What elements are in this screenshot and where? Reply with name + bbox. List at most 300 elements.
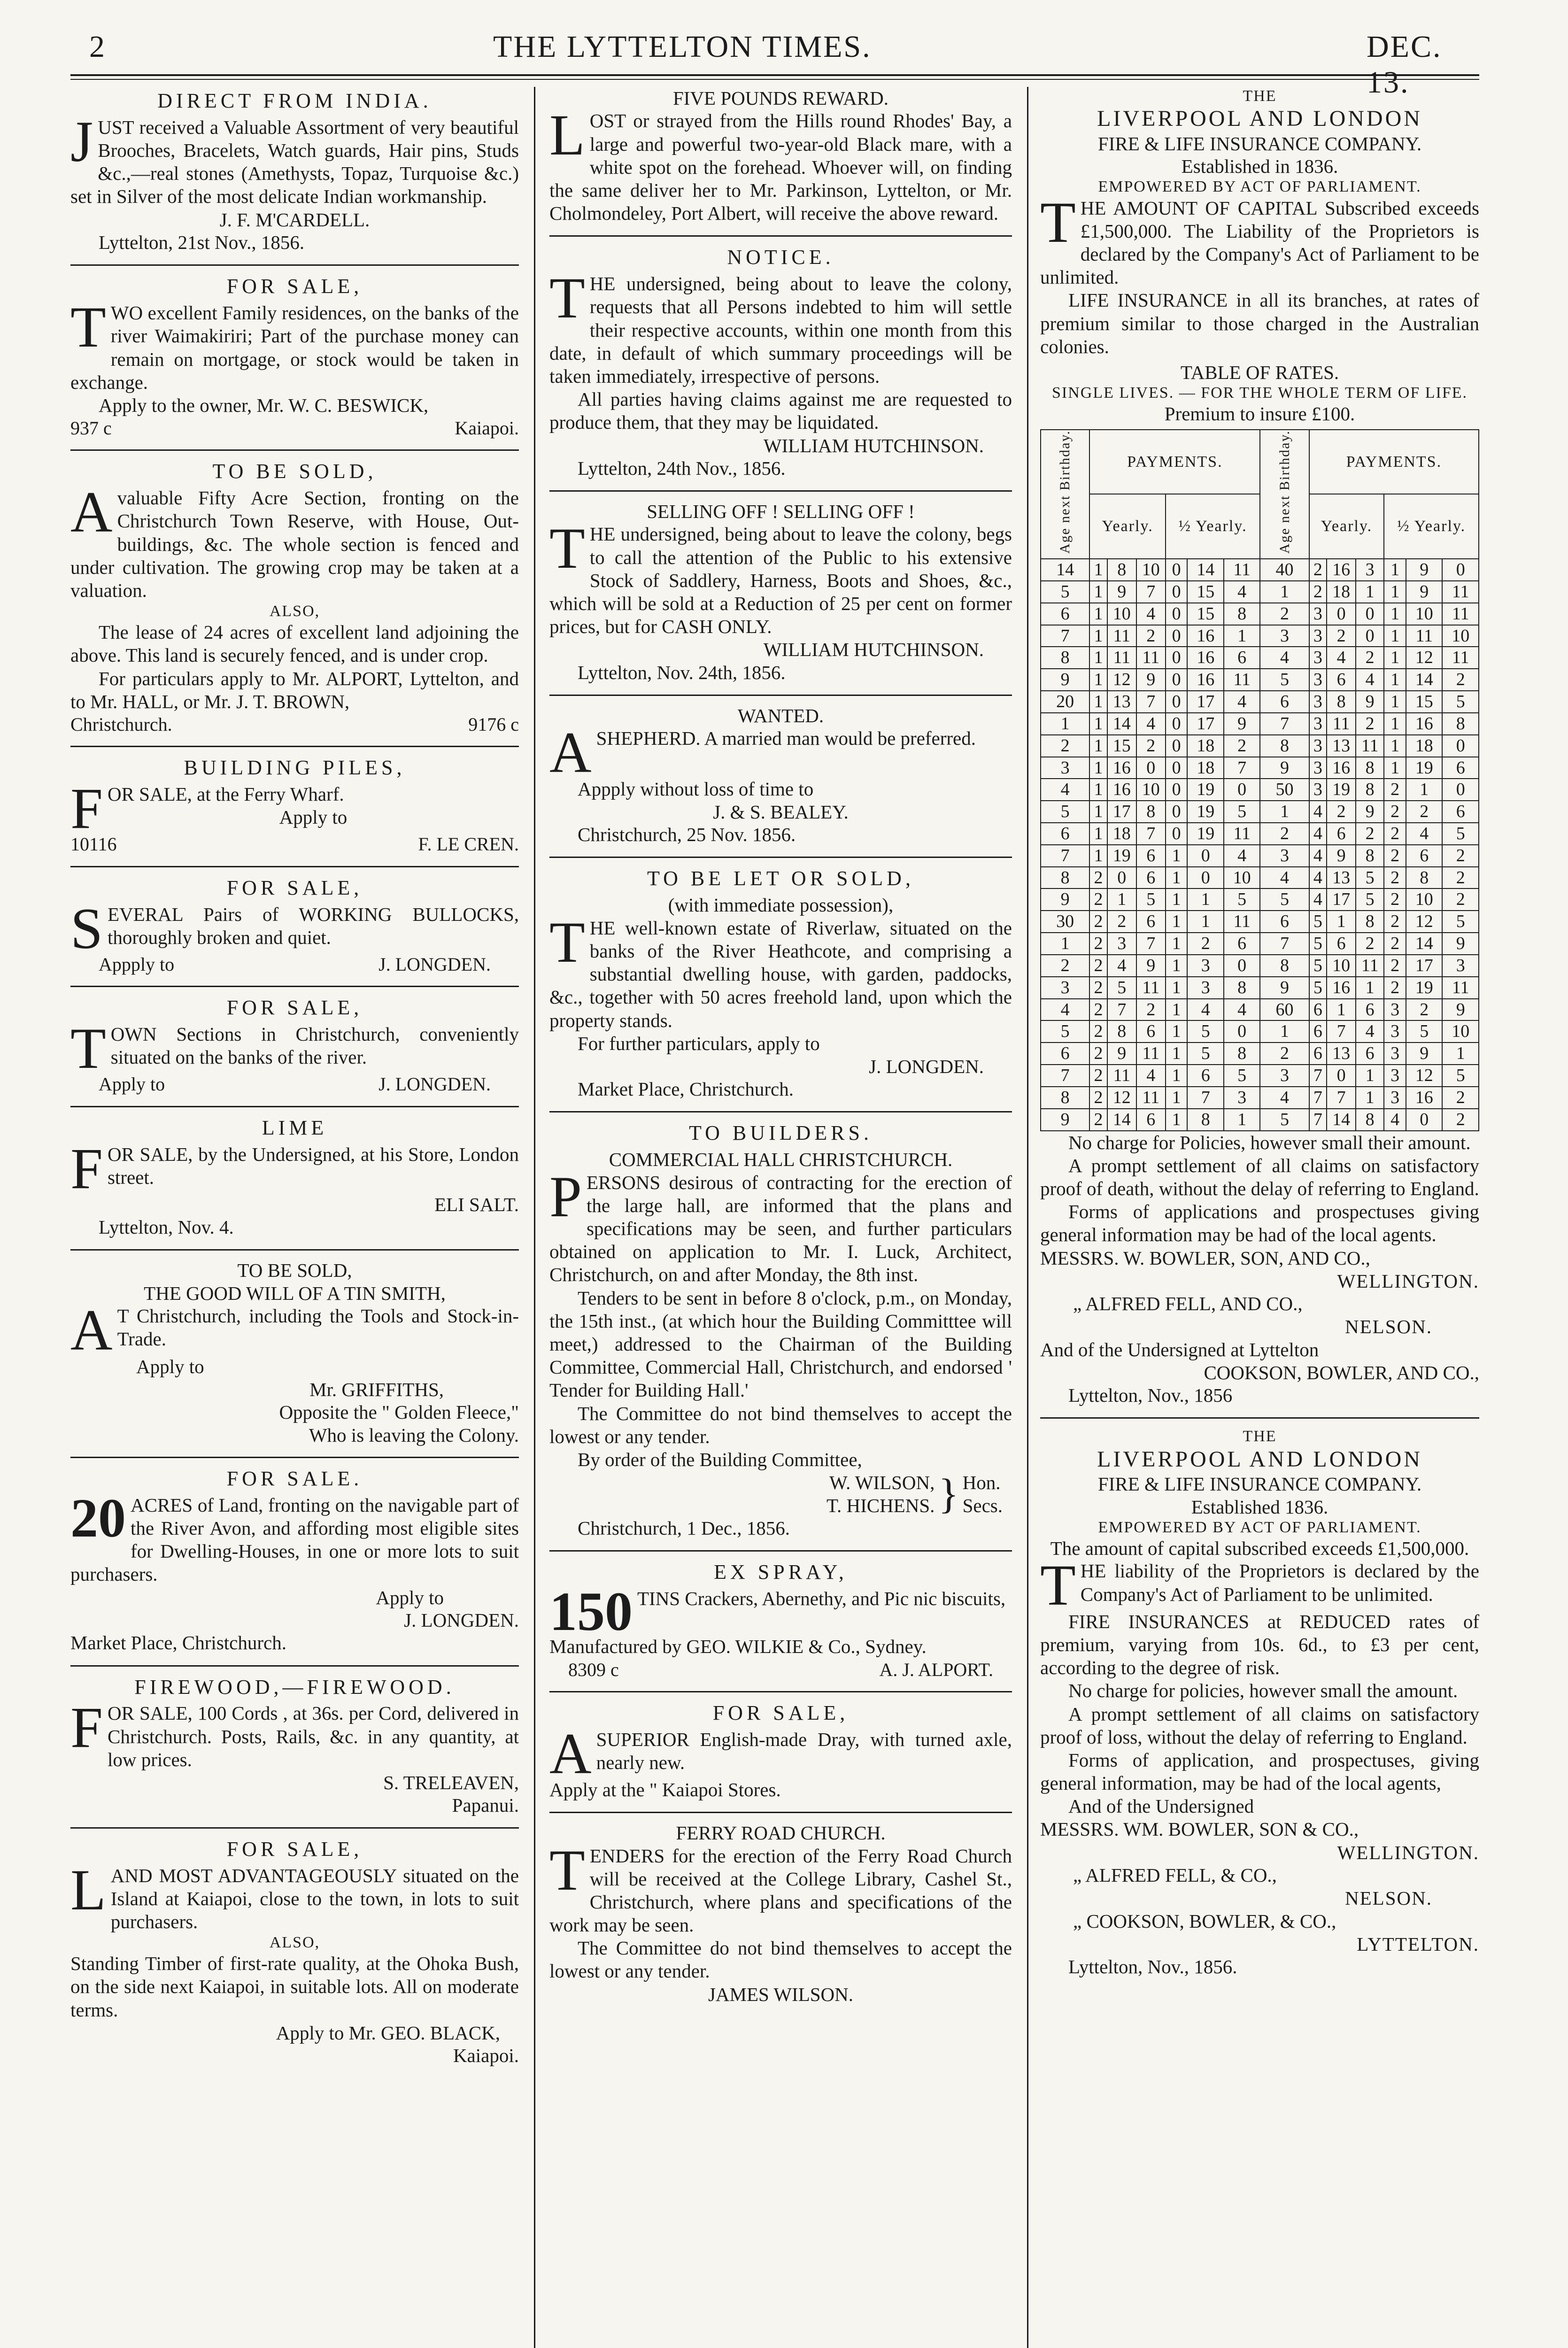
yearly-header-2: Yearly. bbox=[1309, 494, 1384, 559]
drop-cap: T bbox=[1040, 190, 1076, 255]
ad-direct-from-india bbox=[70, 89, 519, 254]
table-cell: 10 bbox=[1406, 603, 1442, 625]
table-cell: 0 bbox=[1166, 647, 1188, 669]
table-cell: 2 bbox=[1442, 669, 1479, 691]
table-cell: 8 bbox=[1187, 1109, 1223, 1131]
table-cell: 9 bbox=[1260, 977, 1309, 999]
table-cell: 15 bbox=[1406, 691, 1442, 713]
table-cell: 1 bbox=[1089, 647, 1107, 669]
table-cell: 5 bbox=[1260, 888, 1309, 911]
drop-cap: L bbox=[70, 1857, 106, 1922]
ad-body-3: No charge for policies, however small the amount. bbox=[1068, 1680, 1458, 1702]
table-cell: 1 bbox=[1166, 845, 1188, 867]
drop-cap: F bbox=[70, 776, 103, 841]
ad-body-2: Manufactured by GEO. WILKIE & Co., Sydney. bbox=[549, 1636, 927, 1658]
drop-cap: T bbox=[549, 266, 585, 331]
agent-3: „ COOKSON, BOWLER, & CO., bbox=[1073, 1910, 1336, 1932]
ad-body-2: The lease of 24 acres of excellent land adjoining the above. This land is securely fenced, and is under crop. bbox=[70, 621, 519, 666]
table-cell: 2 bbox=[1089, 999, 1107, 1021]
ad-date: Lyttelton, Nov. 4. bbox=[99, 1216, 234, 1238]
table-cell: 7 bbox=[1136, 691, 1166, 713]
table-cell: 8 bbox=[1041, 647, 1089, 669]
ad-body: OR SALE, at the Ferry Wharf. bbox=[107, 783, 344, 805]
ad-body: OR SALE, by the Undersigned, at his Store, London street. bbox=[107, 1143, 519, 1188]
drop-cap: T bbox=[549, 516, 585, 581]
table-cell: 5 bbox=[1356, 888, 1384, 911]
table-cell: 8 bbox=[1107, 1020, 1136, 1043]
ad-subtitle: COMMERCIAL HALL CHRISTCHURCH. bbox=[609, 1149, 953, 1171]
table-cell: 6 bbox=[1187, 1065, 1223, 1087]
table-cell: 6 bbox=[1041, 603, 1089, 625]
table-cell: 12 bbox=[1406, 911, 1442, 933]
ad-body: valuable Fifty Acre Section, fronting on the Christchurch Town Reserve, with House, Out-buildings, &c. The whole section is fenced and under cultivation. The growing crop may be taken at a valuation. bbox=[70, 487, 519, 601]
table-cell: 5 bbox=[1309, 933, 1327, 955]
ad-insurance-fire bbox=[1040, 1427, 1479, 1978]
ad-body-2: FIRE INSURANCES at REDUCED rates of premium, varying from 10s. 6d., to £3 per cent, according to the degree of risk. bbox=[1040, 1610, 1479, 1679]
table-cell: 5 bbox=[1309, 955, 1327, 977]
table-cell: 19 bbox=[1327, 779, 1356, 801]
ad-title: FOR SALE, bbox=[226, 996, 363, 1020]
ad-apply: Appply to bbox=[99, 953, 175, 975]
table-cell: 4 bbox=[1309, 823, 1327, 845]
table-cell: 2 bbox=[1309, 581, 1327, 603]
table-cell: 0 bbox=[1166, 559, 1188, 581]
ad-title-2: FIRE & LIFE INSURANCE COMPANY. bbox=[1097, 1473, 1422, 1495]
ad-body: SUPERIOR English-made Dray, with turned axle, nearly new. bbox=[596, 1728, 1012, 1773]
table-cell: 9 bbox=[1406, 559, 1442, 581]
table-cell: 1 bbox=[1041, 713, 1089, 735]
ad-for-sale-residences bbox=[70, 274, 519, 439]
ad-title: TO BUILDERS. bbox=[689, 1121, 873, 1145]
table-cell: 0 bbox=[1166, 757, 1188, 779]
agent-3-intro: And of the Undersigned at Lyttelton bbox=[1040, 1338, 1319, 1360]
table-cell: 10 bbox=[1442, 1020, 1479, 1043]
ad-date: Christchurch, 25 Nov. 1856. bbox=[578, 824, 796, 846]
table-title: TABLE OF RATES. bbox=[1180, 361, 1339, 383]
table-cell: 14 bbox=[1187, 559, 1223, 581]
ad-date: Lyttelton, Nov., 1856 bbox=[1068, 1384, 1233, 1406]
table-cell: 1 bbox=[1260, 1020, 1309, 1043]
ad-title: NOTICE. bbox=[727, 246, 834, 269]
table-cell: 1 bbox=[1356, 1087, 1384, 1109]
table-cell: 5 bbox=[1107, 977, 1136, 999]
table-cell: 7 bbox=[1309, 1087, 1327, 1109]
table-cell: 18 bbox=[1187, 757, 1223, 779]
table-row bbox=[1041, 823, 1479, 845]
ad-five-pounds-reward bbox=[549, 87, 1012, 225]
table-cell: 11 bbox=[1107, 625, 1136, 647]
ad-place: Kaiapoi. bbox=[455, 417, 519, 439]
ad-building-piles bbox=[70, 756, 519, 855]
table-cell: 7 bbox=[1224, 757, 1260, 779]
table-cell: 4 bbox=[1224, 581, 1260, 603]
ad-body-2: LIFE INSURANCE in all its branches, at rates of premium similar to those charged in the Australian colonies. bbox=[1040, 289, 1479, 357]
ad-body: OR SALE, 100 Cords , at 36s. per Cord, delivered in Christchurch. Posts, Rails, &c. in any quantity, at low prices. bbox=[107, 1702, 519, 1770]
column-1 bbox=[70, 87, 519, 2348]
ad-title: FIREWOOD,—FIREWOOD. bbox=[134, 1675, 455, 1699]
ad-title: LIVERPOOL AND LONDON bbox=[1097, 106, 1422, 131]
table-cell: 2 bbox=[1041, 955, 1089, 977]
bracket-icon: } bbox=[938, 1470, 959, 1517]
table-cell: 30 bbox=[1041, 911, 1089, 933]
ad-apply: Apply to bbox=[99, 1074, 165, 1095]
table-cell: 4 bbox=[1041, 999, 1089, 1021]
ad-riverlaw bbox=[549, 866, 1012, 1101]
table-cell: 15 bbox=[1107, 735, 1136, 757]
table-cell: 1 bbox=[1384, 735, 1406, 757]
ad-dray bbox=[549, 1701, 1012, 1801]
table-cell: 5 bbox=[1224, 801, 1260, 823]
table-cell: 11 bbox=[1136, 977, 1166, 999]
divider bbox=[549, 857, 1012, 858]
table-cell: 7 bbox=[1136, 933, 1166, 955]
drop-cap: A bbox=[549, 720, 592, 785]
table-cell: 2 bbox=[1442, 845, 1479, 867]
table-cell: 1 bbox=[1166, 1087, 1188, 1109]
table-cell: 60 bbox=[1260, 999, 1309, 1021]
ad-body-2: All parties having claims against me are requested to produce them, that they may be liquidated. bbox=[549, 388, 1012, 433]
ad-signature: S. TRELEAVEN, bbox=[383, 1771, 519, 1793]
table-cell: 12 bbox=[1406, 1065, 1442, 1087]
ad-body-3: The Committee do not bind themselves to accept the lowest or any tender. bbox=[549, 1402, 1012, 1447]
table-cell: 16 bbox=[1327, 757, 1356, 779]
table-cell: 13 bbox=[1327, 1043, 1356, 1065]
table-cell: 0 bbox=[1356, 625, 1384, 647]
table-cell: 2 bbox=[1136, 999, 1166, 1021]
table-cell: 2 bbox=[1089, 888, 1107, 911]
table-cell: 0 bbox=[1107, 867, 1136, 889]
half-yearly-header: ½ Yearly. bbox=[1166, 494, 1260, 559]
table-cell: 19 bbox=[1406, 757, 1442, 779]
ad-lime bbox=[70, 1116, 519, 1239]
table-cell: 5 bbox=[1309, 977, 1327, 999]
table-row bbox=[1041, 955, 1479, 977]
ad-ref: 10116 bbox=[70, 834, 117, 855]
table-cell: 1 bbox=[1089, 779, 1107, 801]
ad-body: WO excellent Family residences, on the banks of the river Waimakiriri; Part of the purchase money can remain on mortgage, or stock would be taken in exchange. bbox=[70, 302, 519, 393]
table-cell: 1 bbox=[1260, 801, 1309, 823]
ad-title: SELLING OFF ! SELLING OFF ! bbox=[647, 501, 915, 523]
table-cell: 1 bbox=[1406, 779, 1442, 801]
ad-place: Market Place, Christchurch. bbox=[578, 1078, 794, 1100]
header-rule-bottom bbox=[70, 79, 1479, 80]
table-cell: 3 bbox=[1309, 647, 1327, 669]
number-cap: 150 bbox=[549, 1581, 633, 1643]
yearly-header: Yearly. bbox=[1089, 494, 1165, 559]
table-cell: 8 bbox=[1442, 713, 1479, 735]
table-cell: 17 bbox=[1187, 713, 1223, 735]
table-cell: 2 bbox=[1260, 823, 1309, 845]
ad-body-2: Tenders to be sent in before 8 o'clock, p.m., on Monday, the 15th inst., (at which hour the Building Committtee will meet,) addressed to the Chairman of the Building Committee, Commercial Hall, Christchurch, and endorsed ' Tender for Building Hall.' bbox=[549, 1287, 1012, 1401]
table-cell: 2 bbox=[1356, 713, 1384, 735]
table-cell: 16 bbox=[1187, 669, 1223, 691]
table-cell: 0 bbox=[1187, 845, 1223, 867]
ad-signature: JAMES WILSON. bbox=[708, 1983, 854, 2005]
ad-to-builders bbox=[549, 1121, 1012, 1540]
table-cell: 2 bbox=[1136, 735, 1166, 757]
table-cell: 19 bbox=[1187, 801, 1223, 823]
table-row bbox=[1041, 999, 1479, 1021]
table-cell: 1 bbox=[1187, 888, 1223, 911]
ad-title: LIME bbox=[262, 1116, 328, 1139]
table-cell: 7 bbox=[1187, 1087, 1223, 1109]
table-cell: 14 bbox=[1107, 1109, 1136, 1131]
table-cell: 3 bbox=[1384, 1087, 1406, 1109]
table-cell: 2 bbox=[1089, 1043, 1107, 1065]
table-cell: 2 bbox=[1384, 933, 1406, 955]
table-cell: 7 bbox=[1107, 999, 1136, 1021]
table-cell: 19 bbox=[1187, 779, 1223, 801]
table-cell: 8 bbox=[1260, 955, 1309, 977]
table-row bbox=[1041, 559, 1479, 581]
table-cell: 12 bbox=[1107, 669, 1136, 691]
ad-body: OWN Sections in Christchurch, conveniently situated on the banks of the river. bbox=[110, 1023, 519, 1068]
table-cell: 5 bbox=[1442, 911, 1479, 933]
table-cell: 0 bbox=[1442, 559, 1479, 581]
table-cell: 11 bbox=[1107, 647, 1136, 669]
table-cell: 1 bbox=[1166, 955, 1188, 977]
table-cell: 5 bbox=[1260, 669, 1309, 691]
table-cell: 8 bbox=[1136, 801, 1166, 823]
age-header: Age next Birthday. bbox=[1041, 430, 1089, 559]
table-cell: 2 bbox=[1356, 933, 1384, 955]
table-cell: 8 bbox=[1224, 977, 1260, 999]
table-cell: 0 bbox=[1166, 823, 1188, 845]
table-cell: 11 bbox=[1356, 735, 1384, 757]
table-row bbox=[1041, 779, 1479, 801]
divider bbox=[70, 866, 519, 867]
header-rule-top bbox=[70, 74, 1479, 76]
table-cell: 2 bbox=[1260, 603, 1309, 625]
ad-town-sections bbox=[70, 996, 519, 1095]
table-row bbox=[1041, 669, 1479, 691]
table-cell: 2 bbox=[1224, 735, 1260, 757]
drop-cap: A bbox=[549, 1721, 592, 1786]
table-cell: 1 bbox=[1089, 603, 1107, 625]
ad-title: FOR SALE, bbox=[226, 1837, 363, 1861]
table-cell: 3 bbox=[1356, 559, 1384, 581]
table-cell: 18 bbox=[1327, 581, 1356, 603]
table-cell: 6 bbox=[1309, 999, 1327, 1021]
table-cell: 6 bbox=[1309, 1020, 1327, 1043]
table-cell: 4 bbox=[1356, 669, 1384, 691]
divider bbox=[70, 1249, 519, 1251]
ad-title: WANTED. bbox=[737, 704, 824, 726]
table-cell: 11 bbox=[1442, 977, 1479, 999]
table-cell: 5 bbox=[1356, 867, 1384, 889]
table-cell: 10 bbox=[1136, 779, 1166, 801]
table-cell: 1 bbox=[1224, 625, 1260, 647]
ad-signature: J. LONGDEN. bbox=[378, 953, 491, 975]
table-cell: 4 bbox=[1187, 999, 1223, 1021]
table-cell: 8 bbox=[1224, 1043, 1260, 1065]
ad-title: FERRY ROAD CHURCH. bbox=[676, 1822, 886, 1844]
table-cell: 5 bbox=[1187, 1020, 1223, 1043]
table-cell: 2 bbox=[1041, 735, 1089, 757]
table-cell: 1 bbox=[1166, 977, 1188, 999]
table-cell: 14 bbox=[1406, 669, 1442, 691]
table-cell: 3 bbox=[1384, 1020, 1406, 1043]
table-cell: 2 bbox=[1384, 911, 1406, 933]
ad-after-2: A prompt settlement of all claims on satisfactory proof of death, without the delay of referring to England. bbox=[1040, 1154, 1479, 1199]
table-cell: 6 bbox=[1041, 823, 1089, 845]
table-row bbox=[1041, 1109, 1479, 1131]
table-cell: 1 bbox=[1327, 999, 1356, 1021]
table-cell: 1 bbox=[1166, 1065, 1188, 1087]
table-premium: Premium to insure £100. bbox=[1164, 403, 1355, 425]
table-cell: 4 bbox=[1041, 779, 1089, 801]
table-cell: 5 bbox=[1041, 801, 1089, 823]
table-cell: 2 bbox=[1406, 801, 1442, 823]
divider bbox=[70, 264, 519, 266]
table-cell: 10 bbox=[1107, 603, 1136, 625]
table-cell: 1 bbox=[1089, 845, 1107, 867]
table-cell: 3 bbox=[1107, 933, 1136, 955]
table-cell: 8 bbox=[1356, 779, 1384, 801]
table-cell: 9 bbox=[1224, 713, 1260, 735]
table-cell: 2 bbox=[1384, 801, 1406, 823]
table-cell: 3 bbox=[1309, 735, 1327, 757]
drop-cap: P bbox=[549, 1164, 582, 1229]
table-cell: 3 bbox=[1384, 999, 1406, 1021]
table-row bbox=[1041, 1087, 1479, 1109]
table-cell: 3 bbox=[1309, 669, 1327, 691]
divider bbox=[70, 746, 519, 747]
table-cell: 16 bbox=[1327, 977, 1356, 999]
drop-cap: A bbox=[70, 480, 113, 545]
drop-cap: T bbox=[549, 910, 585, 974]
ad-body: HE liability of the Proprietors is declared by the Company's Act of Parliament to be unlimited. bbox=[1080, 1560, 1479, 1605]
agent-1-place: WELLINGTON. bbox=[1337, 1841, 1479, 1863]
ad-the: THE bbox=[1243, 1428, 1277, 1445]
drop-cap: T bbox=[1040, 1553, 1076, 1618]
table-row bbox=[1041, 867, 1479, 889]
ad-empowered: EMPOWERED BY ACT OF PARLIAMENT. bbox=[1098, 178, 1421, 196]
table-cell: 3 bbox=[1309, 757, 1327, 779]
table-cell: 9 bbox=[1442, 999, 1479, 1021]
ad-place: Kaiapoi. bbox=[453, 2045, 519, 2067]
ad-body: SHEPHERD. A married man would be preferred. bbox=[596, 727, 976, 749]
divider bbox=[549, 1550, 1012, 1552]
table-cell: 0 bbox=[1356, 603, 1384, 625]
agent-2: „ ALFRED FELL, & CO., bbox=[1073, 1864, 1277, 1886]
ad-date: Lyttelton, Nov. 24th, 1856. bbox=[578, 661, 786, 683]
table-cell: 2 bbox=[1089, 867, 1107, 889]
ad-body-5: Forms of application, and prospectuses, giving general information, may be had of the local agents, bbox=[1040, 1749, 1479, 1794]
table-cell: 14 bbox=[1041, 559, 1089, 581]
ad-body-4: By order of the Building Committee, bbox=[578, 1448, 862, 1470]
table-cell: 2 bbox=[1089, 1087, 1107, 1109]
divider bbox=[70, 449, 519, 451]
table-cell: 19 bbox=[1107, 845, 1136, 867]
table-cell: 16 bbox=[1187, 625, 1223, 647]
table-row bbox=[1041, 735, 1479, 757]
signatory-1: W. WILSON, bbox=[829, 1472, 935, 1494]
table-cell: 0 bbox=[1136, 757, 1166, 779]
divider bbox=[70, 1827, 519, 1829]
table-cell: 4 bbox=[1224, 691, 1260, 713]
table-cell: 1 bbox=[1166, 867, 1188, 889]
table-cell: 2 bbox=[1089, 1020, 1107, 1043]
table-cell: 17 bbox=[1327, 888, 1356, 911]
ad-title: TO BE LET OR SOLD, bbox=[647, 867, 914, 890]
table-cell: 5 bbox=[1309, 911, 1327, 933]
table-row bbox=[1041, 888, 1479, 911]
table-cell: 2 bbox=[1442, 888, 1479, 911]
table-cell: 0 bbox=[1166, 625, 1188, 647]
table-cell: 4 bbox=[1309, 867, 1327, 889]
table-cell: 6 bbox=[1442, 801, 1479, 823]
table-cell: 0 bbox=[1166, 669, 1188, 691]
table-cell: 3 bbox=[1309, 691, 1327, 713]
table-cell: 0 bbox=[1166, 713, 1188, 735]
drop-cap: S bbox=[70, 896, 103, 961]
table-cell: 4 bbox=[1107, 955, 1136, 977]
table-cell: 0 bbox=[1224, 779, 1260, 801]
ad-working-bullocks bbox=[70, 876, 519, 975]
table-cell: 1 bbox=[1384, 691, 1406, 713]
table-cell: 18 bbox=[1406, 735, 1442, 757]
table-cell: 8 bbox=[1356, 845, 1384, 867]
table-cell: 2 bbox=[1327, 625, 1356, 647]
table-cell: 1 bbox=[1089, 757, 1107, 779]
drop-cap: L bbox=[549, 103, 585, 168]
ad-20-acres bbox=[70, 1467, 519, 1655]
table-cell: 4 bbox=[1136, 713, 1166, 735]
table-cell: 6 bbox=[1327, 669, 1356, 691]
ad-apply: Apply to bbox=[376, 1586, 444, 1608]
table-cell: 7 bbox=[1041, 625, 1089, 647]
table-row bbox=[1041, 801, 1479, 823]
table-cell: 11 bbox=[1136, 1043, 1166, 1065]
table-cell: 7 bbox=[1309, 1065, 1327, 1087]
table-cell: 7 bbox=[1327, 1020, 1356, 1043]
table-cell: 11 bbox=[1442, 647, 1479, 669]
table-cell: 2 bbox=[1089, 933, 1107, 955]
table-cell: 1 bbox=[1041, 933, 1089, 955]
ad-signature: J. LONGDEN. bbox=[378, 1074, 491, 1095]
table-cell: 7 bbox=[1327, 1087, 1356, 1109]
table-row bbox=[1041, 845, 1479, 867]
hon-label: Hon. bbox=[962, 1472, 1001, 1494]
table-cell: 5 bbox=[1041, 1020, 1089, 1043]
table-cell: 3 bbox=[1309, 713, 1327, 735]
rates-table-body bbox=[1041, 559, 1479, 1131]
table-cell: 16 bbox=[1406, 1087, 1442, 1109]
table-cell: 1 bbox=[1107, 888, 1136, 911]
divider bbox=[1040, 1417, 1479, 1419]
table-cell: 4 bbox=[1136, 1065, 1166, 1087]
table-cell: 7 bbox=[1260, 933, 1309, 955]
table-cell: 1 bbox=[1384, 713, 1406, 735]
table-cell: 3 bbox=[1260, 1065, 1309, 1087]
table-cell: 9 bbox=[1041, 669, 1089, 691]
ad-subtitle: (with immediate possession), bbox=[668, 894, 894, 916]
table-cell: 10 bbox=[1136, 559, 1166, 581]
ad-after-1: No charge for Policies, however small their amount. bbox=[1068, 1131, 1471, 1153]
ad-apply: Apply to the owner, Mr. W. C. BESWICK, bbox=[99, 394, 429, 416]
divider bbox=[549, 695, 1012, 696]
table-cell: 17 bbox=[1406, 955, 1442, 977]
table-cell: 9 bbox=[1260, 757, 1309, 779]
ad-apply: Apply to bbox=[279, 806, 348, 828]
table-cell: 9 bbox=[1107, 1043, 1136, 1065]
table-cell: 6 bbox=[1327, 933, 1356, 955]
table-cell: 5 bbox=[1260, 1109, 1309, 1131]
table-cell: 2 bbox=[1356, 823, 1384, 845]
ad-the: THE bbox=[1243, 87, 1277, 105]
table-cell: 13 bbox=[1327, 735, 1356, 757]
